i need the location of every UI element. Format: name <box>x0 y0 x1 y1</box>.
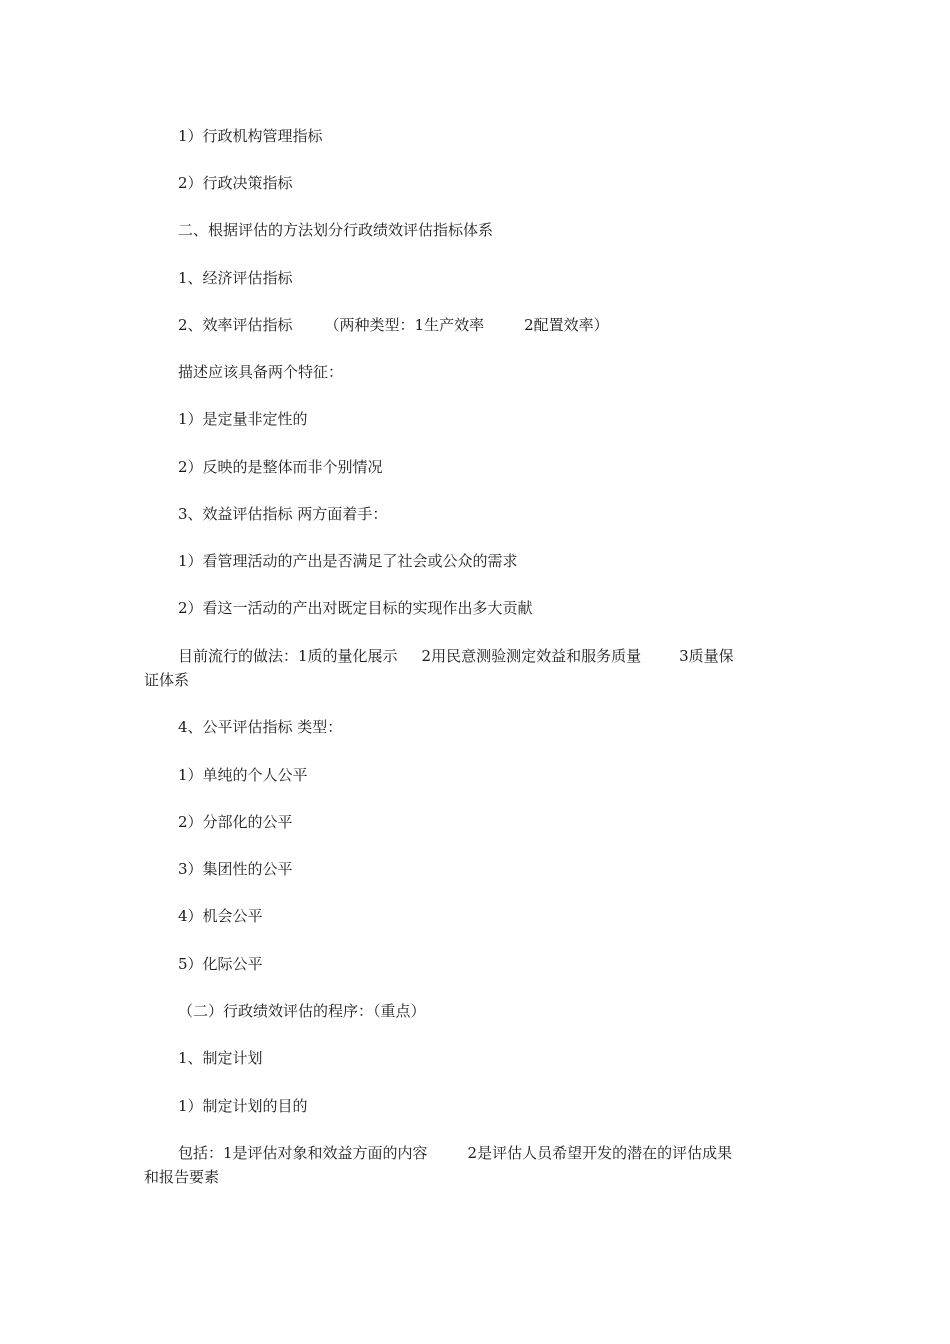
subsection-heading: 3、效益评估指标 两方面着手： <box>178 505 388 523</box>
subsection-heading: 1、制定计划 <box>178 1049 263 1067</box>
list-item: 3）集团性的公平 <box>178 860 293 878</box>
paragraph-line: 和报告要素 <box>144 1168 220 1186</box>
text-span: 包括：1是评估对象和效益方面的内容 <box>178 1144 428 1162</box>
section-heading: 二、根据评估的方法划分行政绩效评估指标体系 <box>178 221 494 239</box>
list-item: 2）看这一活动的产出对既定目标的实现作出多大贡献 <box>178 599 533 617</box>
list-item: 1）制定计划的目的 <box>178 1097 308 1115</box>
list-item: 1）单纯的个人公平 <box>178 766 308 784</box>
text-span: （两种类型：1生产效率 <box>324 316 485 334</box>
list-item: 4）机会公平 <box>178 907 263 925</box>
paragraph <box>144 313 838 337</box>
list-item: 1）看管理活动的产出是否满足了社会或公众的需求 <box>178 552 518 570</box>
subsection-heading: 1、经济评估指标 <box>178 269 293 287</box>
text-span: 2配置效率） <box>524 316 609 334</box>
text-span: 2、效率评估指标 <box>178 316 293 334</box>
list-item: 5）化际公平 <box>178 955 263 973</box>
paragraph-line: 证体系 <box>144 671 190 689</box>
subsection-heading: 4、公平评估指标 类型： <box>178 718 343 736</box>
text-span: 3质量保 <box>679 647 734 665</box>
list-item: 2）反映的是整体而非个别情况 <box>178 458 383 476</box>
text-span: 目前流行的做法：1质的量化展示 <box>178 647 398 665</box>
list-item: 2）分部化的公平 <box>178 813 293 831</box>
text-span: 2是评估人员希望开发的潜在的评估成果 <box>467 1144 733 1162</box>
paragraph-line <box>144 644 838 668</box>
paragraph: 描述应该具备两个特征： <box>178 363 344 381</box>
paragraph-line <box>144 1141 838 1165</box>
text-span: 2用民意测验测定效益和服务质量 <box>421 647 642 665</box>
list-item: 1）是定量非定性的 <box>178 410 308 428</box>
section-heading: （二）行政绩效评估的程序：（重点） <box>178 1002 426 1020</box>
list-item: 1）行政机构管理指标 <box>178 127 323 145</box>
list-item: 2）行政决策指标 <box>178 174 293 192</box>
